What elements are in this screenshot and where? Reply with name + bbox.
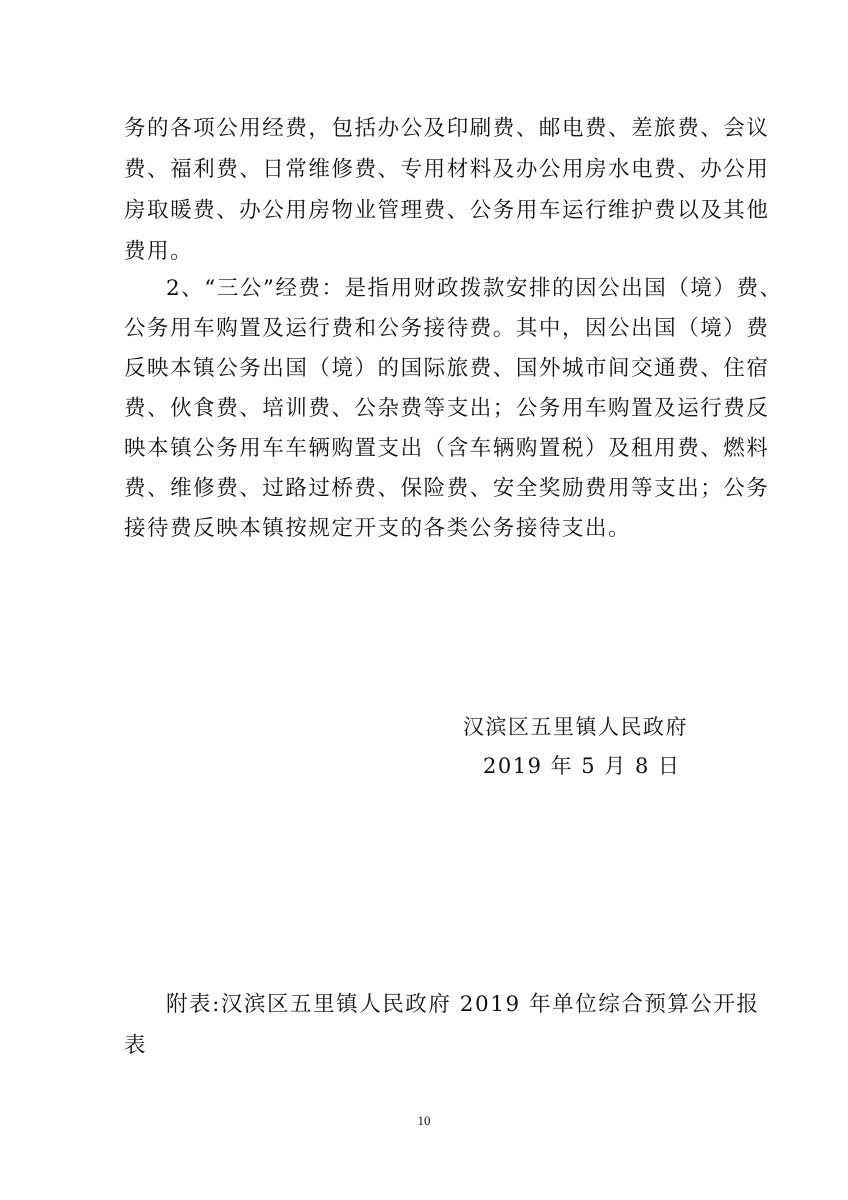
paragraph-line: 反映本镇公务出国（境）的国际旅费、国外城市间交通费、住宿	[124, 356, 770, 381]
paragraph-line: 映本镇公务用车车辆购置支出（含车辆购置税）及租用费、燃料	[124, 436, 770, 461]
attachment-line: 附表:汉滨区五里镇人民政府 2019 年单位综合预算公开报	[166, 992, 760, 1017]
paragraph-line: 接待费反映本镇按规定开支的各类公务接待支出。	[124, 516, 632, 541]
paragraph-line: 费、福利费、日常维修费、专用材料及办公用房水电费、办公用	[124, 157, 770, 182]
paragraph-line: 费用。	[124, 239, 194, 264]
paragraph-line: 费、维修费、过路过桥费、保险费、安全奖励费用等支出；公务	[124, 476, 770, 501]
attachment-line: 表	[124, 1033, 148, 1058]
page-number: 10	[417, 1113, 431, 1128]
paragraph-line: 费、伙食费、培训费、公杂费等支出；公务用车购置及运行费反	[124, 396, 770, 421]
signing-organization: 汉滨区五里镇人民政府	[463, 715, 688, 739]
paragraph-line: 公务用车购置及运行费和公务接待费。其中，因公出国（境）费	[124, 316, 770, 341]
paragraph-line: 房取暖费、办公用房物业管理费、公务用车运行维护费以及其他	[124, 198, 770, 223]
paragraph-line: 2、“三公”经费：是指用财政拨款安排的因公出国（境）费、	[166, 276, 783, 301]
signing-date: 2019 年 5 月 8 日	[483, 754, 681, 778]
paragraph-line: 务的各项公用经费，包括办公及印刷费、邮电费、差旅费、会议	[124, 116, 770, 141]
